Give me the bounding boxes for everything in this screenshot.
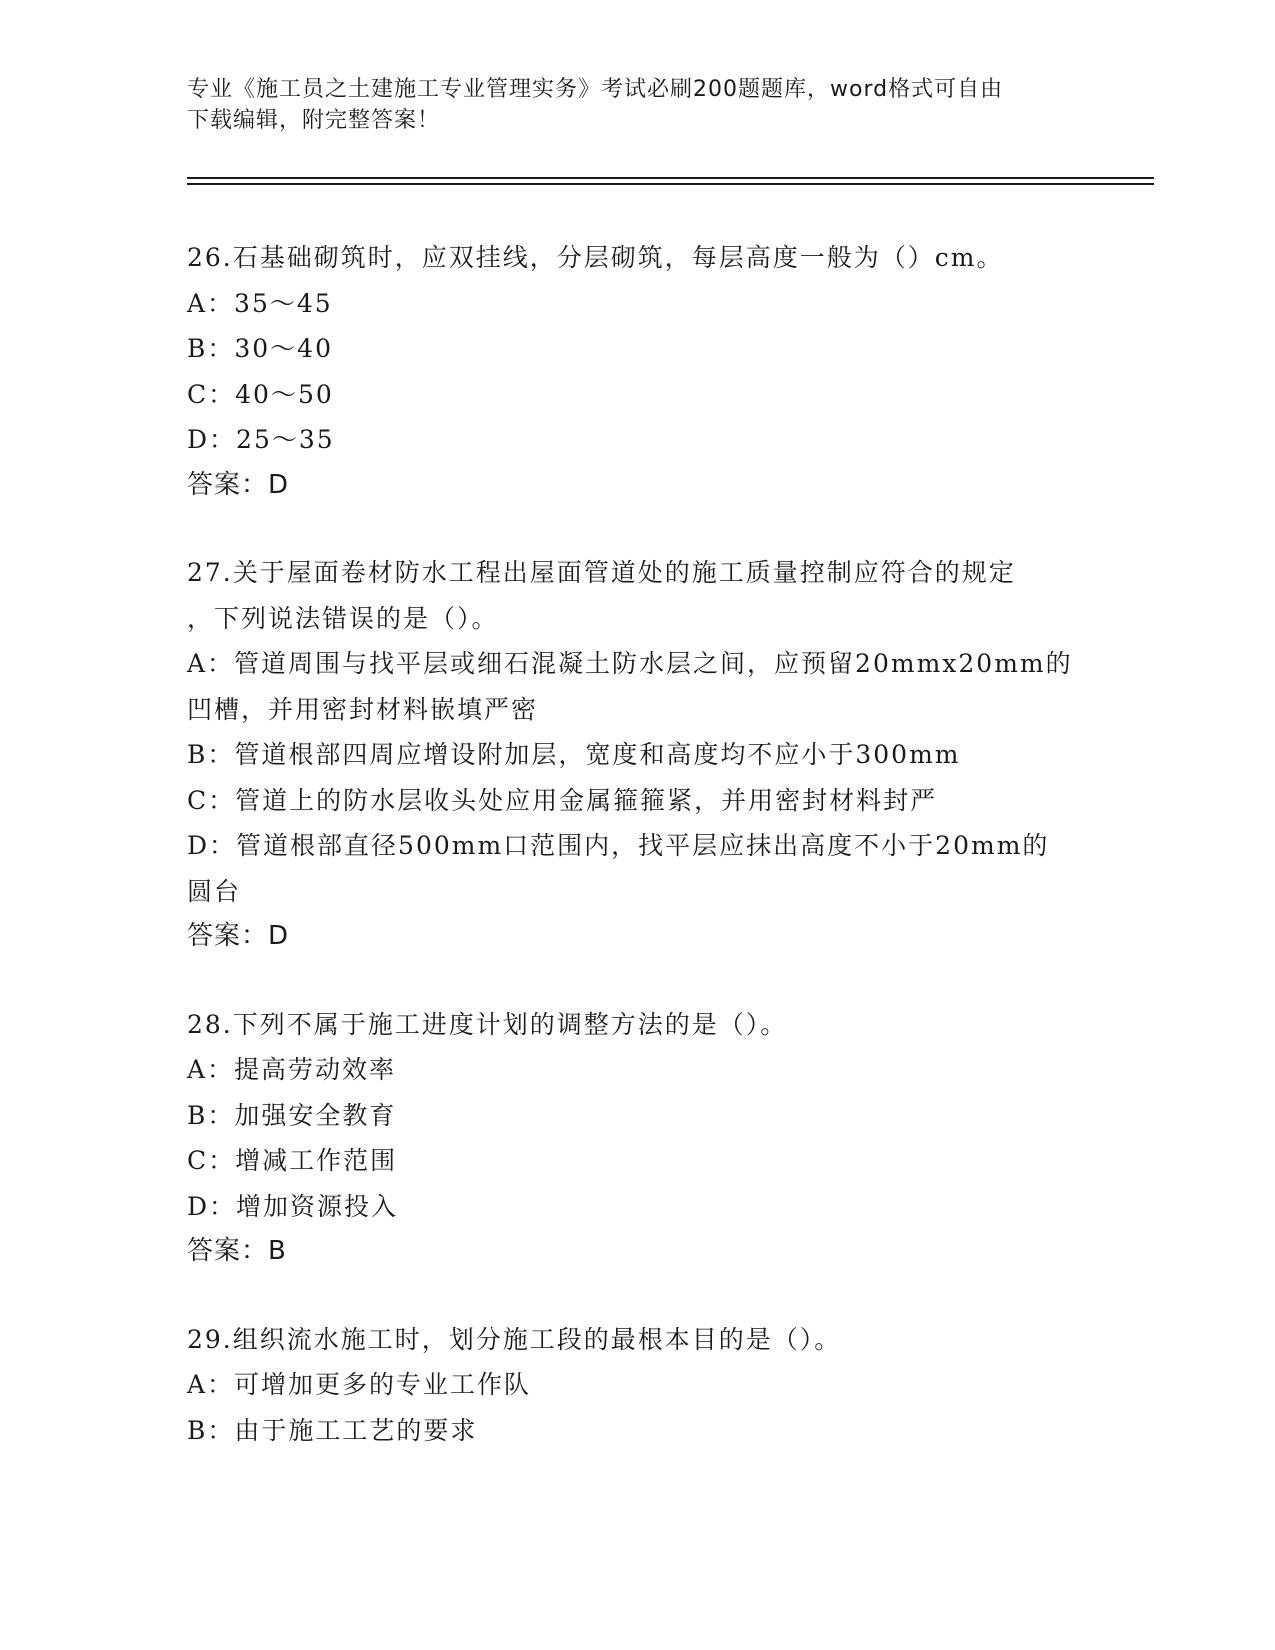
- question-stem: 29.组织流水施工时，划分施工段的最根本目的是（）。: [187, 1324, 842, 1354]
- answer-option: B：30～40: [187, 334, 333, 363]
- question-stem: 27.关于屋面卷材防水工程出屋面管道处的施工质量控制应符合的规定: [187, 558, 1016, 587]
- header-rule-bottom: [187, 183, 1154, 185]
- question-item: [187, 1002, 1087, 1275]
- answer-option: B：加强安全教育: [187, 1100, 397, 1130]
- answer-option: B：由于施工工艺的要求: [187, 1415, 478, 1445]
- question-list: [187, 235, 1087, 1495]
- answer-key: 答案：B: [187, 1236, 287, 1266]
- answer-option: 凹槽，并用密封材料嵌填严密: [187, 694, 539, 724]
- answer-option: A：提高劳动效率: [187, 1055, 397, 1084]
- question-stem: 26.石基础砌筑时，应双挂线，分层砌筑，每层高度一般为（）cm。: [187, 243, 1004, 272]
- header-rule-top: [187, 177, 1154, 179]
- header-line-2: 下载编辑，附完整答案！: [187, 108, 441, 133]
- answer-option: D：25～35: [187, 425, 335, 454]
- question-stem: ，下列说法错误的是（）。: [187, 603, 499, 633]
- answer-option: B：管道根部四周应增设附加层，宽度和高度均不应小于300mm: [187, 740, 961, 769]
- answer-option: C：40～50: [187, 379, 334, 409]
- question-item: [187, 550, 1087, 960]
- answer-key: 答案：D: [187, 921, 290, 951]
- answer-option: C：增减工作范围: [187, 1146, 398, 1175]
- answer-option: D：增加资源投入: [187, 1191, 399, 1221]
- document-header: [187, 74, 1087, 136]
- answer-option: D：管道根部直径500mm口范围内，找平层应抹出高度不小于20mm的: [187, 831, 1050, 860]
- answer-option: A：管道周围与找平层或细石混凝土防水层之间，应预留20mmx20mm的: [187, 649, 1073, 678]
- answer-key: 答案：D: [187, 469, 290, 500]
- answer-option: 圆台: [187, 876, 242, 906]
- question-item: [187, 1317, 1087, 1454]
- header-line-1: 专业《施工员之土建施工专业管理实务》考试必刷200题题库，word格式可自由: [187, 77, 1004, 102]
- answer-option: A：35～45: [187, 288, 333, 318]
- question-item: [187, 235, 1087, 508]
- answer-option: C：管道上的防水层收头处应用金属箍箍紧，并用密封材料封严: [187, 785, 938, 815]
- question-stem: 28.下列不属于施工进度计划的调整方法的是（）。: [187, 1009, 788, 1039]
- answer-option: A：可增加更多的专业工作队: [187, 1370, 532, 1399]
